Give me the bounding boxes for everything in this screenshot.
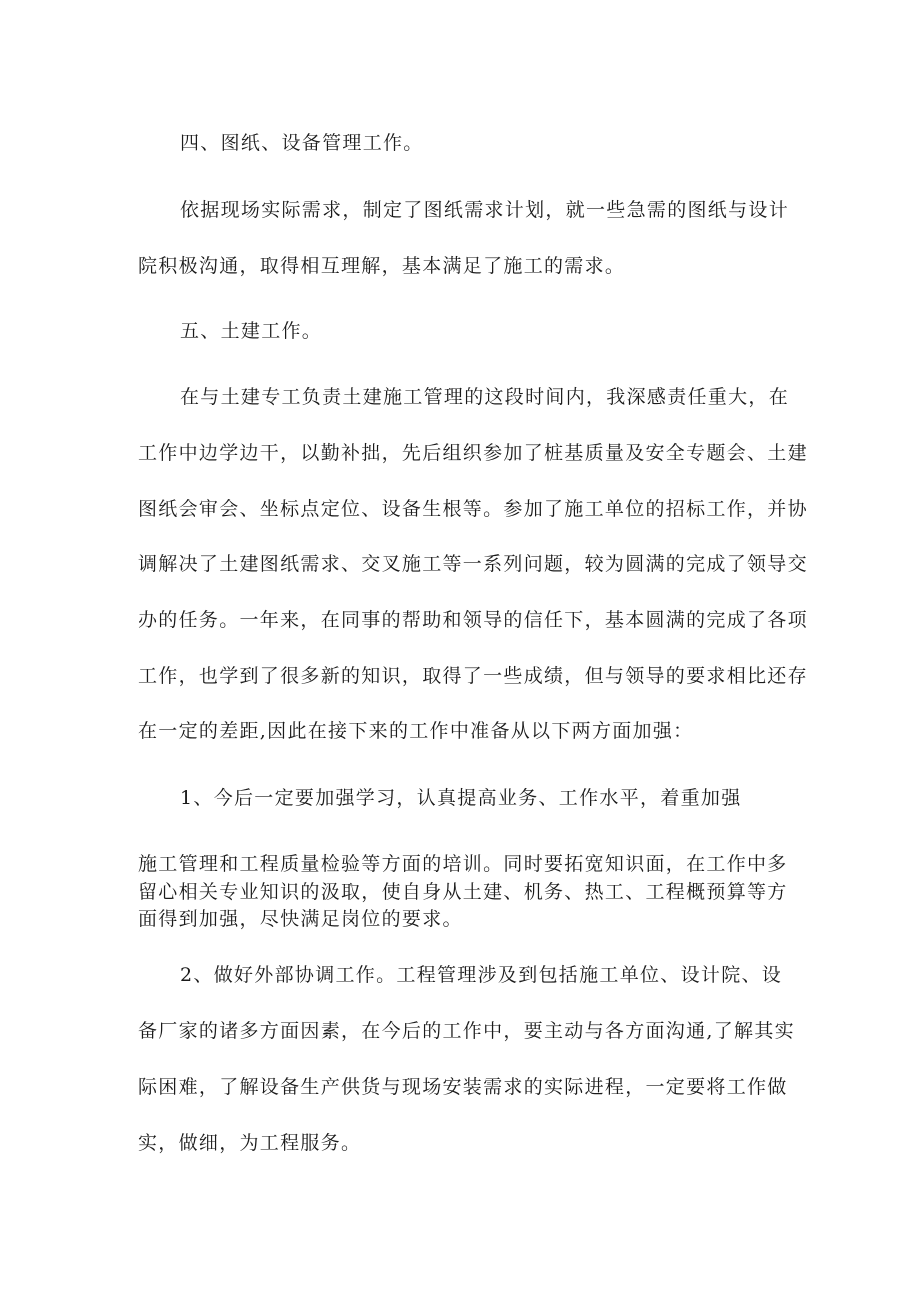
item-2-line: 2、做好外部协调工作。工程管理涉及到包括施工单位、设计院、设 [180, 964, 783, 986]
section-5-heading: 五、土建工作。 [180, 320, 323, 342]
section-5-paragraph-line: 工作中边学边干，以勤补拙，先后组织参加了桩基质量及安全专题会、土建 [138, 442, 808, 464]
section-5-paragraph-line: 工作，也学到了很多新的知识，取得了一些成绩，但与领导的要求相比还存 [138, 665, 808, 687]
item-1-line: 面得到加强，尽快满足岗位的要求。 [138, 908, 463, 930]
section-4-heading: 四、图纸、设备管理工作。 [180, 132, 424, 154]
item-1-line: 施工管理和工程质量检验等方面的培训。同时要拓宽知识面，在工作中多 [138, 853, 788, 875]
item-1-line: 1、今后一定要加强学习，认真提高业务、工作水平，着重加强 [180, 787, 742, 809]
section-5-paragraph-line: 图纸会审会、坐标点定位、设备生根等。参加了施工单位的招标工作，并协 [138, 498, 808, 520]
section-5-paragraph-line: 在与土建专工负责土建施工管理的这段时间内，我深感责任重大，在 [180, 386, 790, 408]
section-4-paragraph-line: 院积极沟通，取得相互理解，基本满足了施工的需求。 [138, 255, 626, 277]
section-4-paragraph-line: 依据现场实际需求，制定了图纸需求计划，就一些急需的图纸与设计 [180, 199, 790, 221]
item-2-line: 际困难，了解设备生产供货与现场安装需求的实际进程，一定要将工作做 [138, 1076, 788, 1098]
item-1-line: 留心相关专业知识的汲取，使自身从土建、机务、热工、工程概预算等方 [138, 881, 788, 903]
item-2-line: 备厂家的诸多方面因素，在今后的工作中，要主动与各方面沟通,了解其实 [138, 1020, 795, 1042]
section-5-paragraph-line: 调解决了土建图纸需求、交叉施工等一系列问题，较为圆满的完成了领导交 [138, 553, 808, 575]
item-2-line: 实，做细，为工程服务。 [138, 1132, 362, 1154]
section-5-paragraph-line: 在一定的差距,因此在接下来的工作中准备从以下两方面加强： [138, 720, 694, 742]
section-5-paragraph-line: 办的任务。一年来，在同事的帮助和领导的信任下，基本圆满的完成了各项 [138, 609, 808, 631]
